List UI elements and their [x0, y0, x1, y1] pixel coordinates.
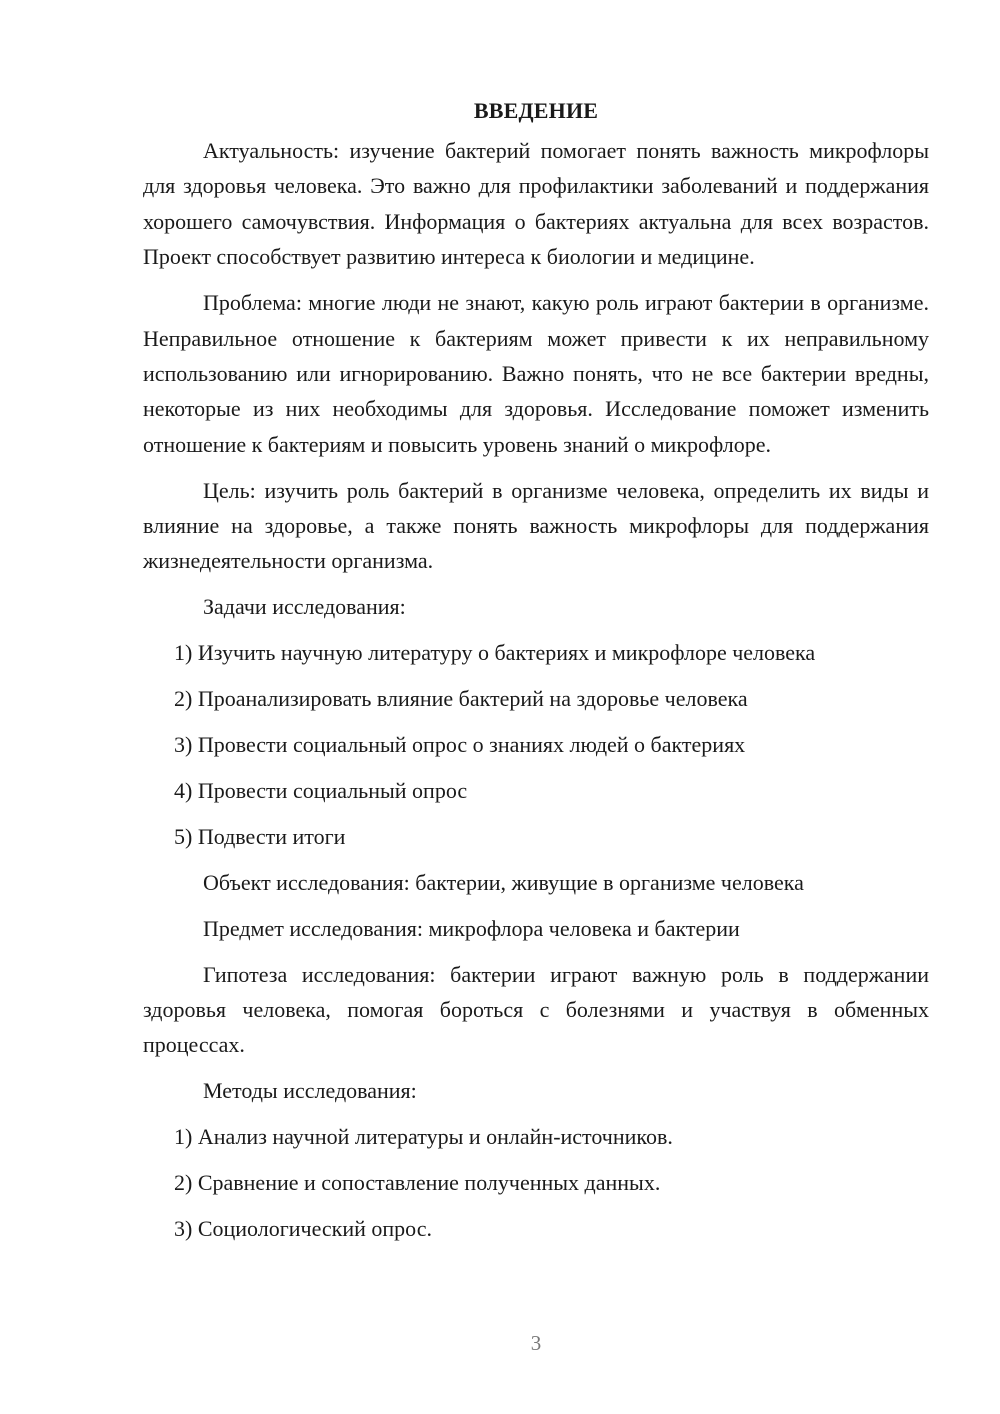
problem-paragraph: Проблема: многие люди не знают, какую роль играют бактерии в организме. Неправильное отношение к бактериям может привести к их неправильному использованию или игнорированию. Важно понять, что не все бактерии вредны, некоторые из них необходимы для здоровья. Исследование поможет изменить отношение к бактериям и повысить уровень знаний о микрофлоре. [143, 290, 929, 457]
hypothesis-paragraph: Гипотеза исследования: бактерии играют важную роль в поддержании здоровья человека, помогая бороться с болезнями и участвуя в обменных процессах. [143, 961, 929, 1058]
list-item: 4) Провести социальный опрос [174, 778, 468, 803]
goal-paragraph: Цель: изучить роль бактерий в организме человека, определить их виды и влияние на здоровье, а также понять важность микрофлоры для поддержания жизнедеятельности организма. [143, 477, 929, 574]
list-item: 3) Провести социальный опрос о знаниях людей о бактериях [174, 732, 746, 758]
list-item: 1) Анализ научной литературы и онлайн-источников. [174, 1124, 673, 1150]
tasks-title: Задачи исследования: [203, 594, 406, 620]
object-paragraph: Объект исследования: бактерии, живущие в организме человека [203, 869, 804, 895]
methods-list [143, 1119, 929, 1246]
methods-title: Методы исследования: [203, 1078, 417, 1104]
list-item: 1) Изучить научную литературу о бактериях и микрофлоре человека [174, 640, 816, 666]
subject-paragraph: Предмет исследования: микрофлора человека и бактерии [203, 915, 740, 941]
document-page [143, 93, 929, 1257]
tasks-list [143, 635, 929, 854]
list-item: 2) Проанализировать влияние бактерий на здоровье человека [174, 686, 748, 712]
page-number: 3 [530, 1331, 542, 1355]
page-title: ВВЕДЕНИЕ [473, 98, 599, 123]
list-item: 5) Подвести итоги [174, 823, 346, 849]
list-item: 2) Сравнение и сопоставление полученных данных. [174, 1170, 661, 1196]
relevance-paragraph: Актуальность: изучение бактерий помогает понять важность микрофлоры для здоровья человека. Это важно для профилактики заболеваний и поддержания хорошего самочувствия. Информация о бактериях актуальна для всех возрастов. Проект способствует развитию интереса к биологии и медицине. [143, 138, 929, 270]
list-item: 3) Социологический опрос. [174, 1216, 432, 1242]
